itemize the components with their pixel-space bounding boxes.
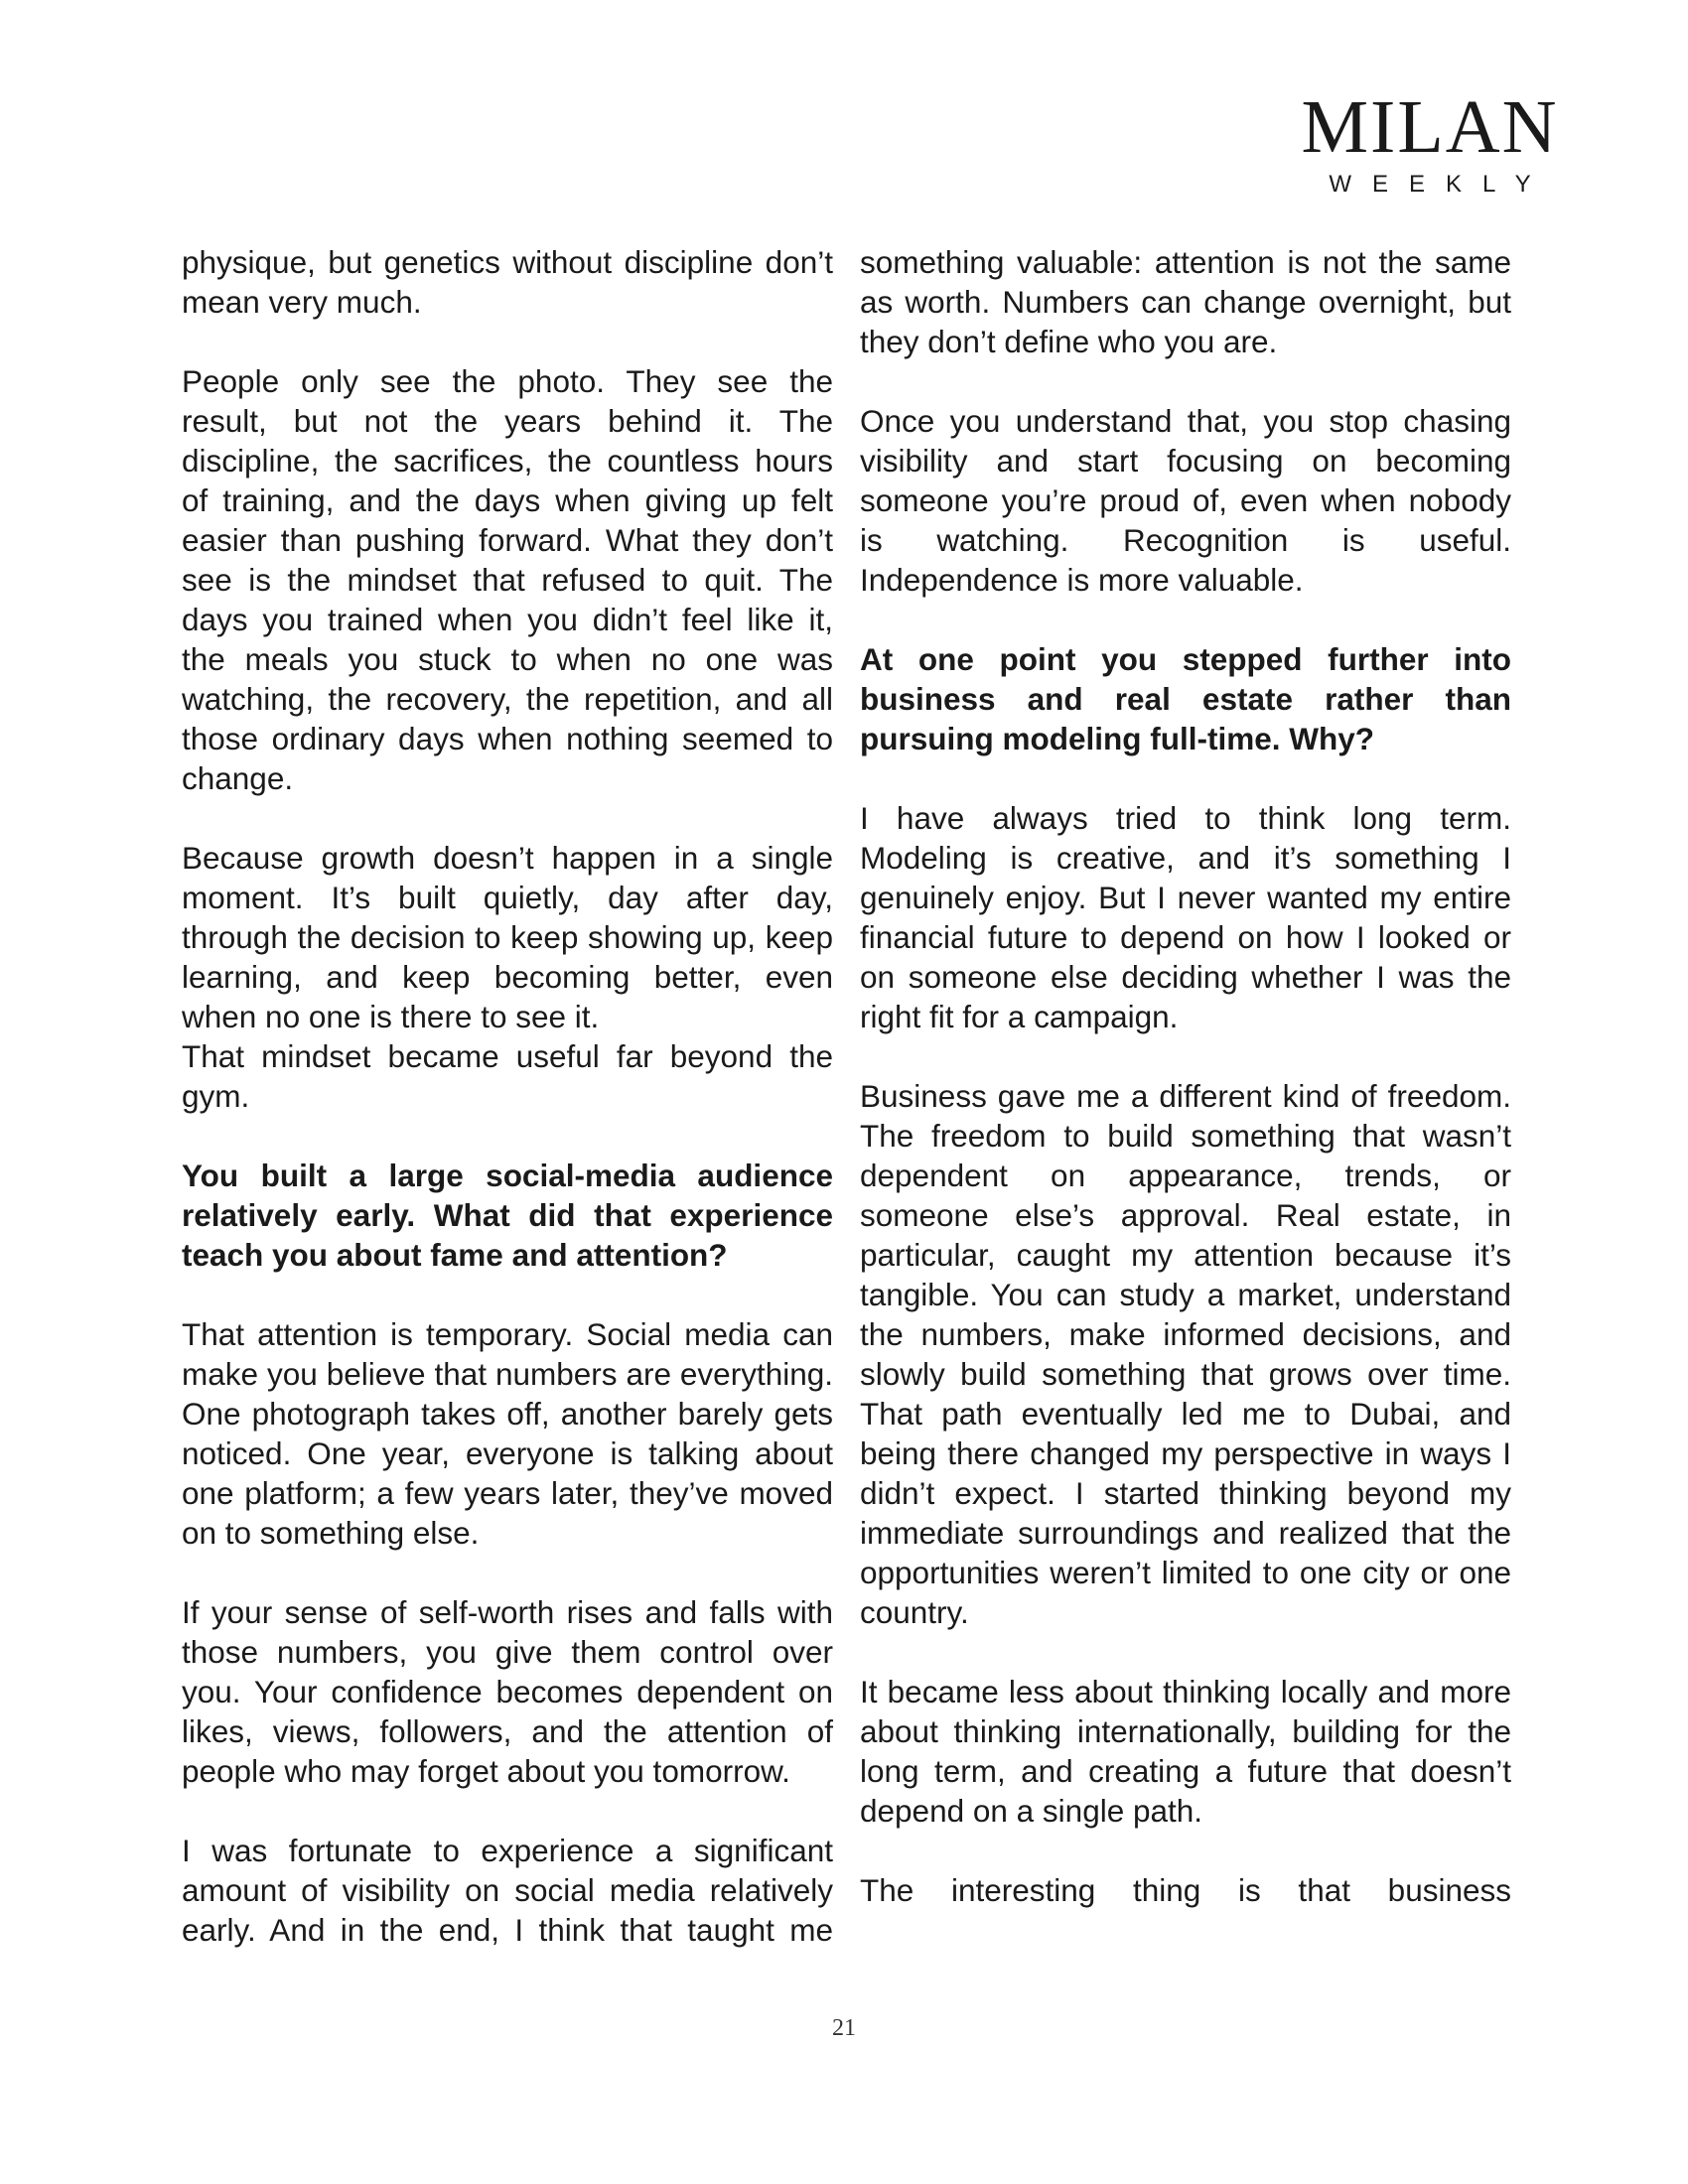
paragraph: The interesting thing is that business — [860, 1872, 1511, 1908]
masthead-name: MILAN — [1301, 85, 1559, 169]
paragraph: Because growth doesn’t happen in a single moment. It’s built quietly, day after day, through the decision to keep showing up, keep learning, and keep becoming better, even when no one is there to see it. — [182, 840, 833, 1034]
right-column — [860, 242, 1511, 1910]
masthead-sub: WEEKLY — [1329, 171, 1552, 198]
paragraph: I have always tried to think long term. Modeling is creative, and it’s something I genuinely enjoy. But I never wanted my entire financial future to depend on how I looked or on someone else deciding whether I was the right fit for a campaign. — [860, 800, 1511, 1034]
paragraph: It became less about thinking locally and more about thinking internationally, building for the long term, and creating a future that doesn’t depend on a single path. — [860, 1674, 1511, 1829]
left-column — [182, 242, 833, 1950]
paragraph: People only see the photo. They see the result, but not the years behind it. The discipline, the sacrifices, the countless hours of training, and the days when giving up felt easier than pushing forward. What they don’t see is the mindset that refused to quit. The days you trained when you didn’t feel like it, the meals you stuck to when no one was watching, the recovery, the repetition, and all those ordinary days when nothing seemed to change. — [182, 363, 833, 796]
page-number: 21 — [832, 2015, 856, 2041]
paragraph: Business gave me a different kind of freedom. The freedom to build something that wasn’t dependent on appearance, trends, or someone else’s approval. Real estate, in particular, caught my attention because it’s tangible. You can study a market, understand the numbers, make informed decisions, and slowly build something that grows over time. That path eventually led me to Dubai, and being there changed my perspective in ways I didn’t expect. I started thinking beyond my immediate surroundings and realized that the opportunities weren’t limited to one city or one country. — [860, 1078, 1511, 1630]
paragraph: I was fortunate to experience a significant amount of visibility on social media relatively early. And in the end, I think that taught me — [182, 1833, 833, 1948]
paragraph: physique, but genetics without discipline don’t mean very much. — [182, 244, 833, 320]
interview-question: At one point you stepped further into business and real estate rather than pursuing modeling full-time. Why? — [860, 641, 1511, 756]
interview-question: You built a large social-media audience relatively early. What did that experience teach you about fame and attention? — [182, 1158, 833, 1273]
paragraph: That mindset became useful far beyond the gym. — [182, 1038, 833, 1114]
paragraph: That attention is temporary. Social media can make you believe that numbers are everything. One photograph takes off, another barely gets noticed. One year, everyone is talking about one platform; a few years later, they’ve moved on to something else. — [182, 1316, 833, 1551]
paragraph: something valuable: attention is not the same as worth. Numbers can change overnight, but they don’t define who you are. — [860, 244, 1511, 359]
paragraph: Once you understand that, you stop chasing visibility and start focusing on becoming someone you’re proud of, even when nobody is watching. Recognition is useful. Independence is more valuable. — [860, 403, 1511, 598]
masthead — [1301, 85, 1559, 199]
paragraph: If your sense of self-worth rises and falls with those numbers, you give them control over you. Your confidence becomes dependent on likes, views, followers, and the attention of people who may forget about you tomorrow. — [182, 1594, 833, 1789]
